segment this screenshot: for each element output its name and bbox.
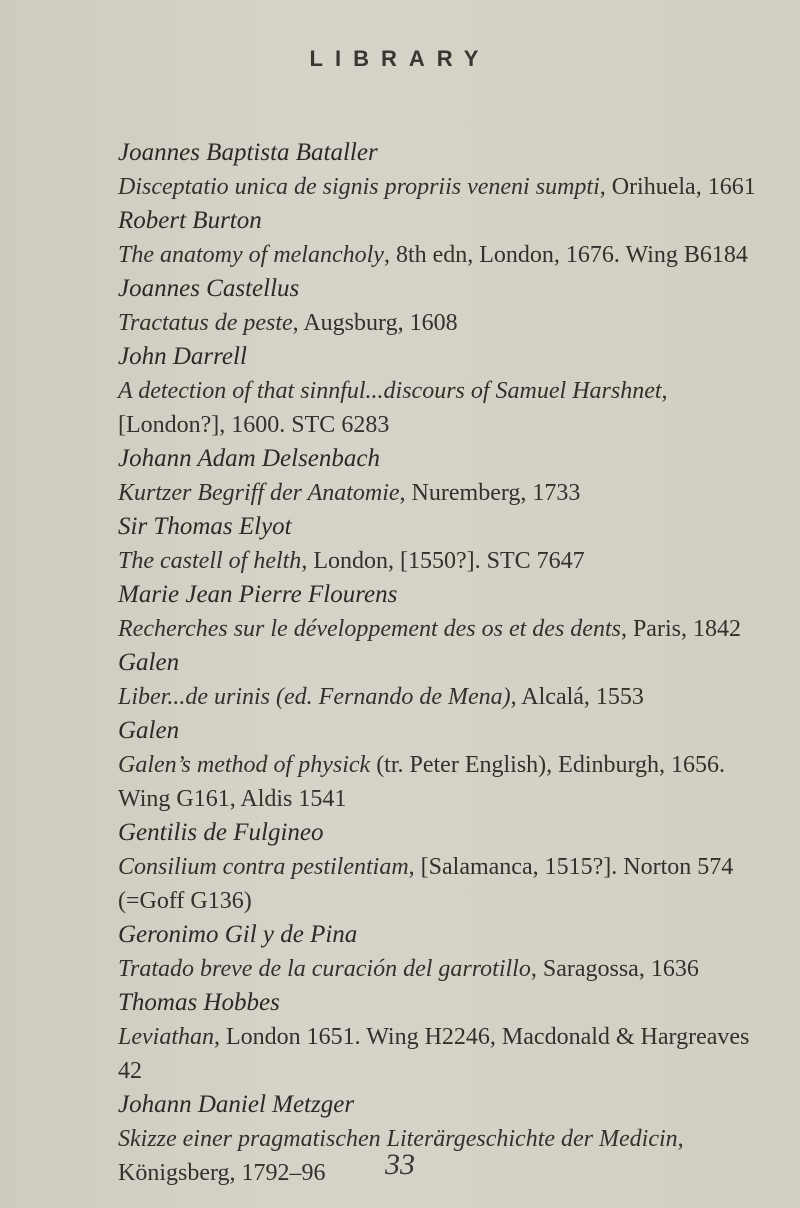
entry-details: , Saragossa, 1636	[530, 956, 699, 982]
entry-work	[118, 476, 758, 510]
entry-work	[118, 680, 758, 714]
entry-author: Johann Adam Delsenbach	[118, 445, 380, 472]
entry-details: , 8th edn, London, 1676. Wing B6184	[383, 242, 748, 268]
entry-author: Joannes Castellus	[118, 275, 300, 302]
entry-work	[118, 952, 758, 986]
list-item	[118, 714, 758, 816]
entry-title: Consilium contra pestilentiam	[118, 854, 409, 880]
entry-work	[118, 850, 758, 918]
list-item	[118, 816, 758, 918]
entry-author: Galen	[118, 649, 180, 676]
entry-title: Skizze einer pragmatischen Literärgeschichte der Medicin	[118, 1126, 678, 1152]
entry-author: Robert Burton	[118, 207, 262, 234]
entry-title: Disceptatio unica de signis propriis veneni sumpti	[118, 174, 600, 200]
list-item	[118, 272, 758, 340]
entry-work	[118, 1020, 758, 1088]
entry-author: Thomas Hobbes	[118, 989, 280, 1016]
list-item	[118, 136, 758, 204]
entry-title: A detection of that sinnful...discours of Samuel Harshnet	[118, 378, 662, 404]
entry-author: Gentilis de Fulgineo	[118, 819, 324, 846]
entry-details: , Alcalá, 1553	[510, 684, 644, 710]
entry-author: Joannes Baptista Bataller	[118, 139, 378, 166]
entry-author: Galen	[118, 717, 180, 744]
entry-work	[118, 544, 758, 578]
list-item	[118, 646, 758, 714]
entry-work	[118, 748, 758, 816]
entry-author: John Darrell	[118, 343, 247, 370]
list-item	[118, 578, 758, 646]
entry-details: , London, [1550?]. STC 7647	[301, 548, 585, 574]
entry-work	[118, 170, 758, 204]
entry-details: , Nuremberg, 1733	[399, 480, 581, 506]
entry-title: Tractatus de peste	[118, 310, 293, 336]
list-item	[118, 918, 758, 986]
entry-author: Sir Thomas Elyot	[118, 513, 292, 540]
page-header: LIBRARY	[309, 46, 491, 71]
entry-title: The castell of helth	[118, 548, 302, 574]
entry-author: Johann Daniel Metzger	[118, 1091, 355, 1118]
entry-title: Leviathan	[118, 1024, 214, 1050]
list-item	[118, 510, 758, 578]
entry-list	[118, 136, 758, 1190]
entry-details: , [Salamanca, 1515?]. Norton 574 (=Goff G136)	[118, 854, 734, 914]
entry-title: Tratado breve de la curación del garrotillo	[118, 956, 531, 982]
entry-details: , Königsberg, 1792–96	[118, 1126, 684, 1186]
entry-title: The anatomy of melancholy	[118, 242, 384, 268]
entry-title: Liber...de urinis (ed. Fernando de Mena)	[118, 684, 511, 710]
entry-work	[118, 374, 758, 442]
entry-details: , [London?], 1600. STC 6283	[118, 378, 668, 438]
entry-author: Geronimo Gil y de Pina	[118, 921, 358, 948]
list-item	[118, 340, 758, 442]
entry-details: (tr. Peter English), Edinburgh, 1656. Wing G161, Aldis 1541	[118, 752, 726, 812]
entry-title: Galen’s method of physick	[118, 752, 371, 778]
entry-details: , Paris, 1842	[620, 616, 741, 642]
entry-details: , Augsburg, 1608	[292, 310, 458, 336]
entry-details: , London 1651. Wing H2246, Macdonald & Hargreaves 42	[118, 1024, 750, 1084]
entry-title: Recherches sur le développement des os et des dents	[118, 616, 621, 642]
entry-author: Marie Jean Pierre Flourens	[118, 581, 398, 608]
entry-details: , Orihuela, 1661	[599, 174, 756, 200]
entry-work	[118, 612, 758, 646]
list-item	[118, 986, 758, 1088]
page-number: 33	[385, 1148, 415, 1181]
entry-work	[118, 306, 758, 340]
list-item	[118, 204, 758, 272]
list-item	[118, 442, 758, 510]
entry-work	[118, 238, 758, 272]
entry-title: Kurtzer Begriff der Anatomie	[118, 480, 400, 506]
